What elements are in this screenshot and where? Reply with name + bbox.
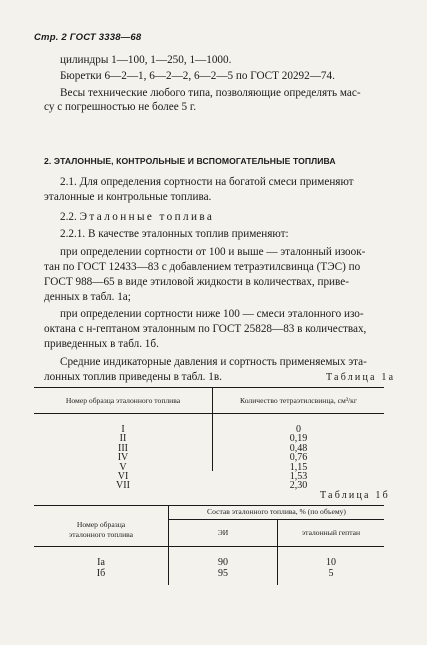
table-cell: 0,19 [289,433,308,445]
p-high-line-3: ГОСТ 988—65 в виде этиловой жидкости в количествах, приве- [44,276,349,288]
table1a-caption: Таблица 1а [326,372,396,383]
table1a-amount-column [213,398,384,491]
table1b-col1-header-line-1: Номер образца [76,520,126,529]
p221-line: 2.2.1. В качестве эталонных топлив применяют: [60,228,289,240]
table-cell: V [119,461,127,473]
p-low-line-1: при определении сортности ниже 100 — смеси эталонного изо- [60,308,364,320]
p22-number: 2.2. [60,211,77,223]
table1a-top-rule [34,387,384,388]
p-low-line-3: приведенных в табл. 1б. [44,338,159,350]
table1b-sub1-header: ЭИ [217,528,229,537]
table-cell: VII [116,480,130,492]
table1a-col2-header: Количество тетраэтилсвинца, см³/кг [240,396,357,405]
p21-line-2: эталонные и контрольные топлива. [44,191,212,203]
table-cell: II [119,433,127,445]
burettes-line: Бюретки 6—2—1, 6—2—2, 6—2—5 по ГОСТ 20292—74. [60,70,335,82]
table1a-num-column [34,398,212,491]
table1b-group-header: Состав эталонного топлива, % (по объему) [207,507,346,516]
p-mean-line-2: лонных топлив приведены в табл. 1в. [44,371,222,383]
page-header: Стр. 2 ГОСТ 3338—68 [34,32,142,43]
p21-line-1: 2.1. Для определения сортности на богатой смеси применяют [60,176,354,188]
p22-heading [60,210,214,225]
p-high-line-1: при определении сортности от 100 и выше — эталонный изоок- [60,246,366,258]
p-mean-line-1: Средние индикаторные давления и сортность применяемых эта- [60,356,367,368]
table-cell: 90 [218,557,228,568]
table1b-group-rule [169,519,384,520]
table-cell: 0,48 [289,442,308,454]
table1b-caption: Таблица 1б [320,490,390,501]
table-cell: Iб [96,568,106,579]
p22-title: Эталонные топлива [79,211,215,223]
table-cell: VI [117,471,129,483]
table-cell: IV [117,452,129,464]
table-cell: 2,30 [289,480,308,492]
table1b-sub2-header: эталонный гептан [301,528,361,537]
table-cell: 10 [326,557,336,568]
table-cell: Iа [97,557,105,568]
table-cell: 1,53 [289,471,308,483]
table-cell: III [118,442,128,454]
table-cell: 1,15 [289,461,308,473]
table-cell: 5 [328,568,334,579]
section-title: 2. ЭТАЛОННЫЕ, КОНТРОЛЬНЫЕ И ВСПОМОГАТЕЛЬНЫЕ ТОПЛИВА [44,156,336,166]
table-cell: 95 [218,568,228,579]
cylinders-line: цилиндры 1—100, 1—250, 1—1000. [60,54,232,66]
table1b-col1-header [34,520,168,539]
p-high-line-4: денных в табл. 1а; [44,291,131,303]
p-high-line-2: тан по ГОСТ 12433—83 с добавлением тетраэтилсвинца (ТЭС) по [44,261,361,273]
scales-line-1: Весы технические любого типа, позволяющие определять мас- [60,87,361,99]
table-cell: 0 [296,424,301,435]
scales-line-2: су с погрешностью не более 5 г. [44,101,196,113]
p-low-line-2: октана с н-гептаном эталонным по ГОСТ 25828—83 в количествах, [44,323,367,335]
table-cell: I [121,424,125,435]
table1b-header-rule [34,546,384,547]
table-cell: 0,76 [289,452,308,464]
table1b-col1-header-line-2: эталонного топлива [68,529,134,539]
table1a-col1-header: Номер образца эталонного топлива [65,396,181,405]
